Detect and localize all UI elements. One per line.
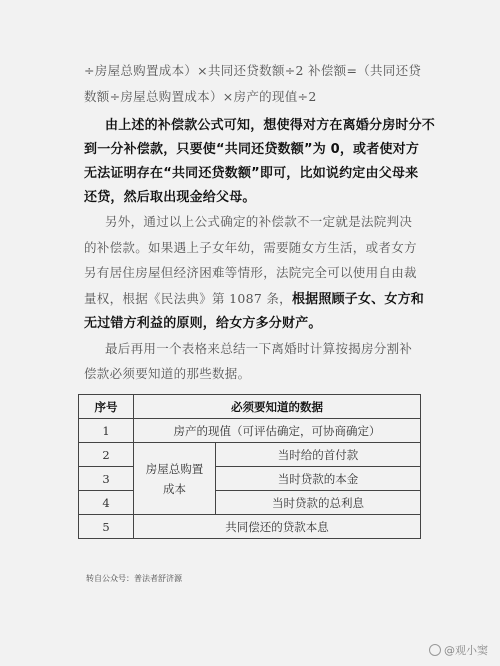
row-number: 3 bbox=[79, 467, 134, 491]
header-number: 序号 bbox=[79, 395, 134, 419]
paragraph-3-line-2: 的补偿款。如果遇上子女年幼，需要随女方生活，或者女方 bbox=[84, 240, 417, 255]
paragraph-4-line-2: 偿款必须要知道的那些数据。 bbox=[84, 366, 251, 381]
table-header-row bbox=[79, 395, 421, 419]
paragraph-3-line-1: 另外，通过以上公式确定的补偿款不一定就是法院判决 bbox=[105, 214, 413, 229]
formula-line-1: ÷房屋总购置成本）×共同还贷数额÷2 补偿额=（共同还贷 bbox=[84, 63, 422, 78]
row-text: 当时给的首付款 bbox=[216, 443, 421, 467]
table-row bbox=[79, 419, 421, 443]
watermark bbox=[429, 642, 488, 658]
paragraph-3-line-4 bbox=[84, 288, 500, 307]
bold-paragraph-line-2: 到一分补偿款，只要使“共同还贷数额”为 0，或者使对方 bbox=[84, 142, 420, 157]
table-row bbox=[79, 443, 421, 467]
paragraph-4-line-1: 最后再用一个表格来总结一下离婚时计算按揭房分割补 bbox=[105, 341, 413, 356]
row-text: 当时贷款的总利息 bbox=[216, 491, 421, 515]
row-text: 房产的现值（可评估确定，可协商确定） bbox=[134, 419, 421, 443]
row-number: 2 bbox=[79, 443, 134, 467]
table-row bbox=[79, 515, 421, 539]
formula-line-2: 数额÷房屋总购置成本）×房产的现值÷2 bbox=[84, 89, 317, 104]
row-text: 共同偿还的贷款本息 bbox=[134, 515, 421, 539]
bold-paragraph-line-1: 由上述的补偿款公式可知，想使得对方在离婚分房时分不 bbox=[105, 118, 436, 133]
header-data: 必须要知道的数据 bbox=[134, 395, 421, 419]
source-footer: 转自公众号：普法者舒济源 bbox=[86, 574, 182, 583]
paragraph-3-line-5: 无过错方利益的原则，给女方多分财产。 bbox=[84, 316, 322, 331]
row-text: 当时贷款的本金 bbox=[216, 467, 421, 491]
watermark-text: @观小窦 bbox=[444, 644, 488, 657]
table-row bbox=[79, 491, 421, 515]
watermark-logo-icon bbox=[429, 644, 441, 656]
summary-table bbox=[78, 394, 421, 539]
paragraph-3-line-4-bold: 根据照顾子女、女方和 bbox=[291, 292, 424, 307]
bold-paragraph-line-4: 还贷，然后取出现金给父母。 bbox=[84, 190, 256, 205]
table-row bbox=[79, 467, 421, 491]
bold-paragraph-line-3: 无法证明存在“共同还贷数额”即可，比如说约定由父母来 bbox=[84, 166, 419, 181]
paragraph-3-line-3: 另有居住房屋但经济困难等情形，法院完全可以使用自由裁 bbox=[84, 265, 417, 280]
row-number: 4 bbox=[79, 491, 134, 515]
row-number: 1 bbox=[79, 419, 134, 443]
group-label-cell: 房屋总购置成本 bbox=[134, 443, 216, 515]
paragraph-3-line-4-normal: 量权，根据《民法典》第 1087 条， bbox=[84, 291, 292, 306]
row-number: 5 bbox=[79, 515, 134, 539]
